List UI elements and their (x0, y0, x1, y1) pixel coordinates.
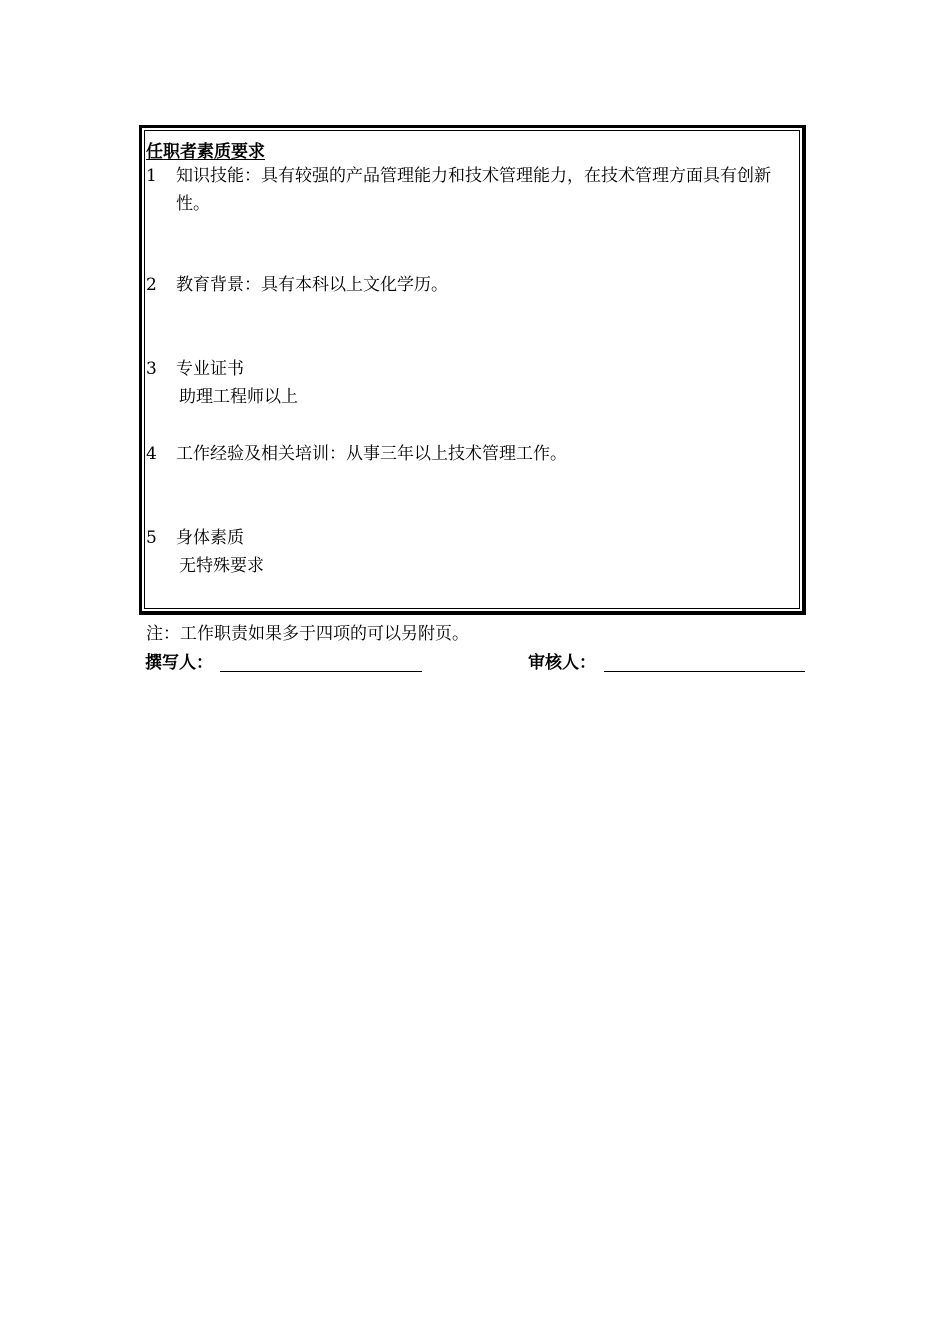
item-number: 3 (146, 359, 157, 379)
item-number: 2 (146, 275, 157, 295)
item-text: 专业证书 (176, 359, 244, 379)
reviewer-signature-line[interactable] (604, 671, 805, 672)
section-title: 任职者素质要求 (146, 142, 265, 162)
item-text: 工作经验及相关培训：从事三年以上技术管理工作。 (176, 444, 567, 464)
writer-signature-line[interactable] (220, 671, 422, 672)
reviewer-label: 审核人： (528, 653, 596, 673)
item-detail: 无特殊要求 (179, 556, 264, 576)
item-number: 1 (146, 166, 157, 186)
item-number: 4 (146, 444, 157, 464)
footnote: 注：工作职责如果多于四项的可以另附页。 (146, 624, 469, 644)
item-detail: 助理工程师以上 (179, 387, 298, 407)
writer-label: 撰写人： (145, 653, 213, 673)
item-text: 身体素质 (176, 528, 244, 548)
item-text: 教育背景：具有本科以上文化学历。 (176, 275, 448, 295)
item-text: 知识技能：具有较强的产品管理能力和技术管理能力，在技术管理方面具有创新性。 (176, 166, 771, 214)
item-number: 5 (146, 528, 157, 548)
